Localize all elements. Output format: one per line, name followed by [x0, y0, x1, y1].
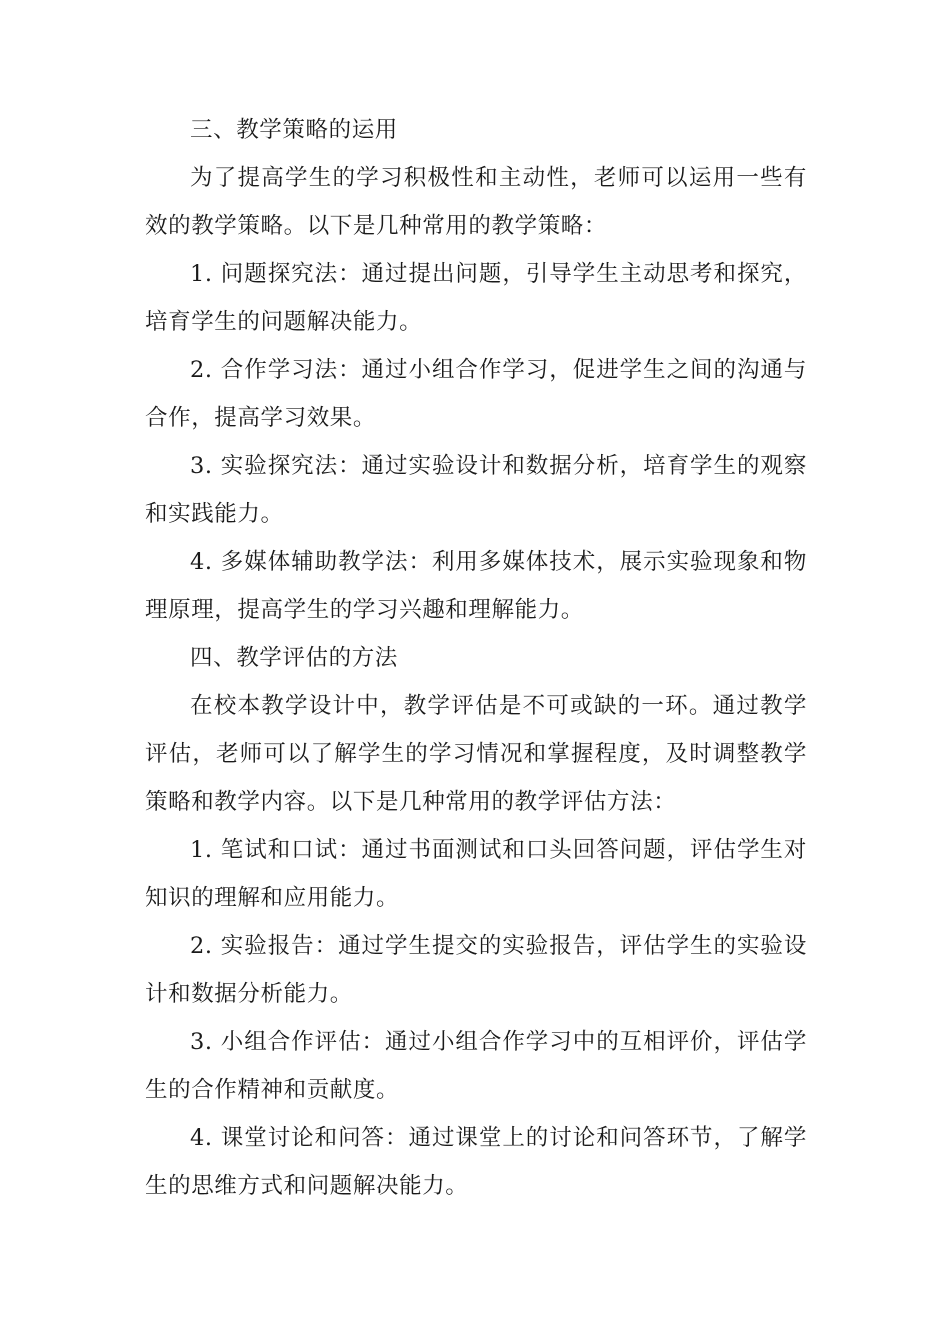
- list-item-strategy-3: 3. 实验探究法：通过实验设计和数据分析，培育学生的观察和实践能力。: [145, 453, 807, 527]
- list-item-strategy-2: 2. 合作学习法：通过小组合作学习，促进学生之间的沟通与合作，提高学习效果。: [145, 357, 807, 431]
- list-item-evaluation-3: 3. 小组合作评估：通过小组合作学习中的互相评价，评估学生的合作精神和贡献度。: [145, 1029, 807, 1103]
- list-item-evaluation-2: 2. 实验报告：通过学生提交的实验报告，评估学生的实验设计和数据分析能力。: [145, 933, 807, 1007]
- section-heading-strategies: 三、教学策略的运用: [190, 117, 398, 143]
- list-item-evaluation-1: 1. 笔试和口试：通过书面测试和口头回答问题，评估学生对知识的理解和应用能力。: [145, 837, 807, 911]
- document-body: [145, 106, 807, 1210]
- list-item-evaluation-4: 4. 课堂讨论和问答：通过课堂上的讨论和问答环节，了解学生的思维方式和问题解决能力。: [145, 1125, 807, 1199]
- paragraph-evaluation-intro: 在校本教学设计中，教学评估是不可或缺的一环。通过教学评估，老师可以了解学生的学习情况和掌握程度，及时调整教学策略和教学内容。以下是几种常用的教学评估方法：: [145, 693, 807, 815]
- paragraph-strategies-intro: 为了提高学生的学习积极性和主动性，老师可以运用一些有效的教学策略。以下是几种常用的教学策略：: [145, 165, 807, 239]
- list-item-strategy-1: 1. 问题探究法：通过提出问题，引导学生主动思考和探究，培育学生的问题解决能力。: [145, 261, 807, 335]
- list-item-strategy-4: 4. 多媒体辅助教学法：利用多媒体技术，展示实验现象和物理原理，提高学生的学习兴趣和理解能力。: [145, 549, 807, 623]
- section-heading-evaluation: 四、教学评估的方法: [190, 645, 398, 671]
